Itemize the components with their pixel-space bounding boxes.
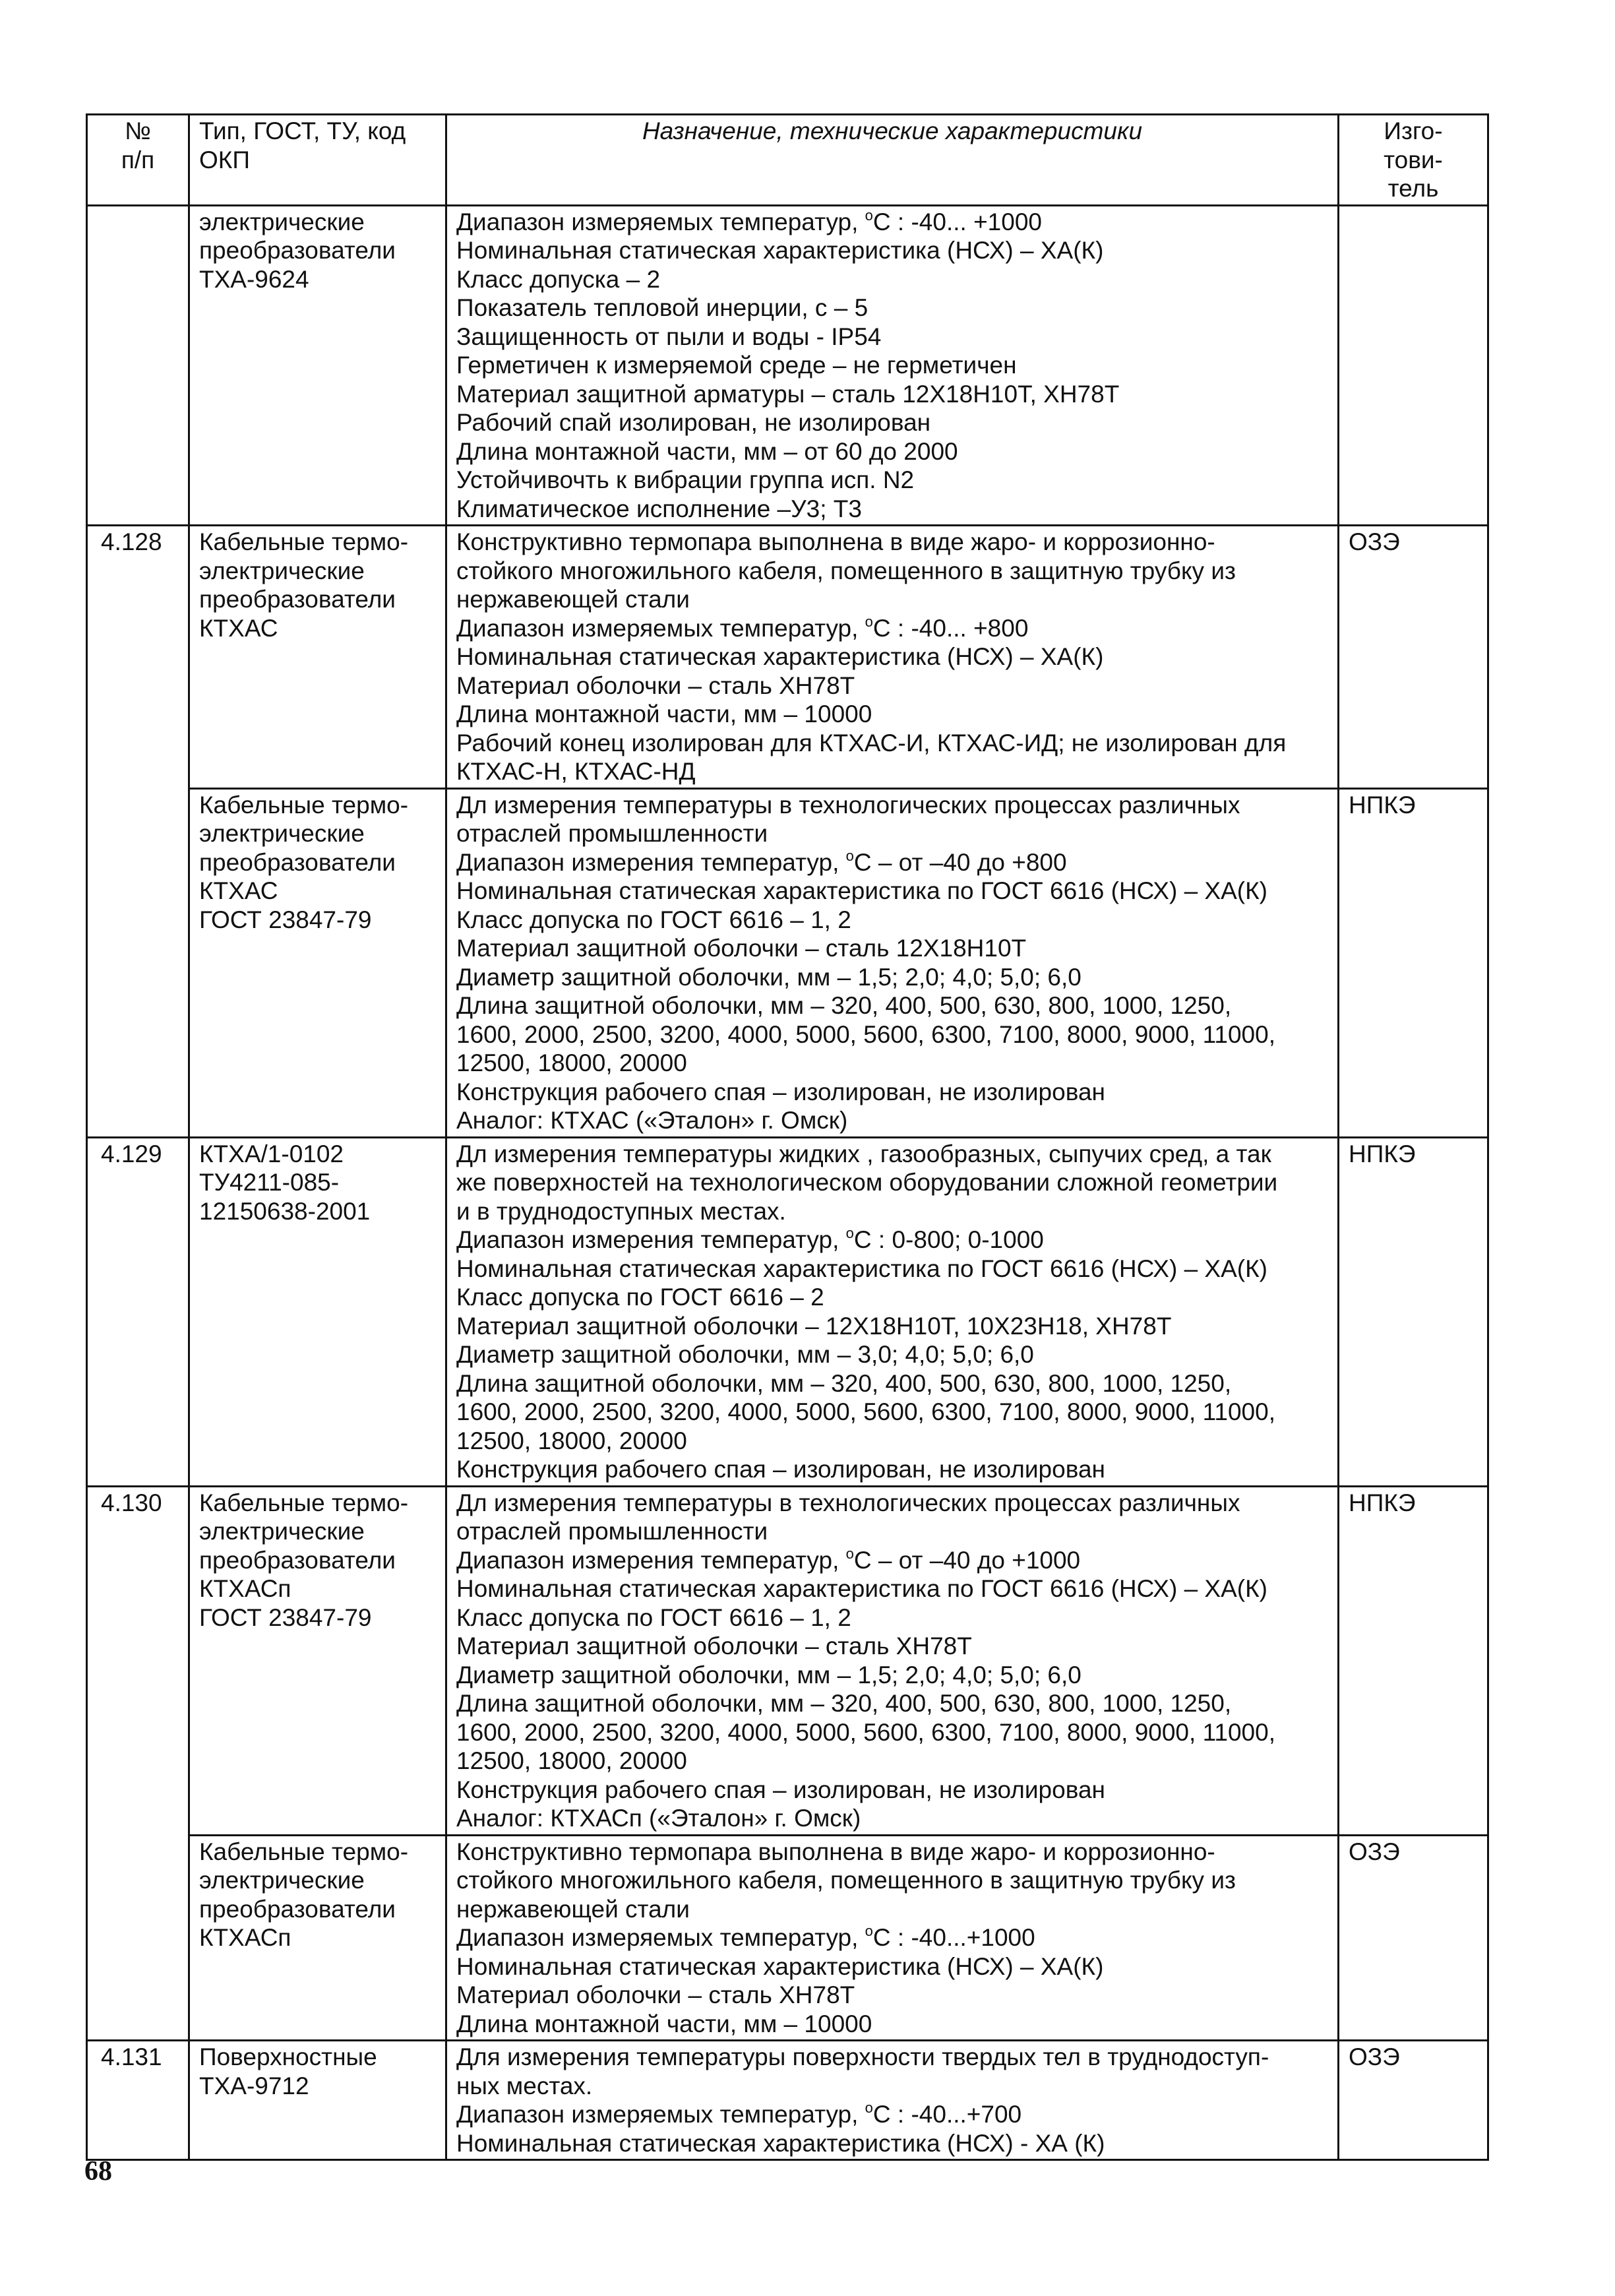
description-line: же поверхностей на технологическом оборудовании сложной геометрии xyxy=(456,1169,1278,1196)
header-manufacturer: Изго- тови- тель xyxy=(1339,115,1488,206)
description-line: Конструкция рабочего спая – изолирован, не изолирован xyxy=(456,1776,1105,1803)
type-line: КТХАСп xyxy=(199,1924,291,1951)
row-type xyxy=(189,1835,446,2041)
type-line: ТУ4211-085- xyxy=(199,1169,340,1196)
row-description xyxy=(446,2041,1339,2160)
description-line: 12500, 18000, 20000 xyxy=(456,1049,687,1076)
table-row xyxy=(87,2041,1488,2160)
description-line: Длина монтажной части, мм – 10000 xyxy=(456,700,872,728)
description-line: Диаметр защитной оболочки, мм – 3,0; 4,0; 5,0; 6,0 xyxy=(456,1341,1034,1368)
description-line: Длина защитной оболочки, мм – 320, 400, 500, 630, 800, 1000, 1250, xyxy=(456,1690,1232,1717)
description-line: отраслей промышленности xyxy=(456,1518,768,1545)
table-header-row xyxy=(87,115,1488,206)
description-line: Диапазон измерения температур, $^o$С : 0-800; 0-1000 xyxy=(456,1225,1044,1253)
description-line: нержавеющей стали xyxy=(456,1895,690,1923)
description-line: Диапазон измерения температур, $^o$С – от –40 до +800 xyxy=(456,847,1067,876)
type-line: электрические xyxy=(199,820,365,847)
row-type xyxy=(189,526,446,789)
table-row xyxy=(87,1137,1488,1486)
table-row xyxy=(87,205,1488,526)
row-description xyxy=(446,526,1339,789)
row-number: 4.129 xyxy=(87,1137,189,1486)
row-description xyxy=(446,788,1339,1137)
row-manufacturer: ОЗЭ xyxy=(1339,1835,1488,2041)
description-line: Номинальная статическая характеристика (НСХ) - ХА (К) xyxy=(456,2129,1105,2157)
row-type xyxy=(189,1137,446,1486)
description-line: Защищенность от пыли и воды - IP54 xyxy=(456,323,882,350)
type-line: ГОСТ 23847-79 xyxy=(199,1603,372,1631)
type-line: преобразователи xyxy=(199,586,396,613)
description-line: КТХАС-Н, КТХАС-НД xyxy=(456,758,696,785)
description-line: Класс допуска по ГОСТ 6616 – 1, 2 xyxy=(456,1603,851,1631)
degree-sign: o xyxy=(865,613,873,630)
type-line: КТХАС xyxy=(199,877,278,904)
row-manufacturer: ОЗЭ xyxy=(1339,2041,1488,2160)
description-line: Материал защитной оболочки – сталь ХН78Т xyxy=(456,1632,972,1660)
description-line: Рабочий конец изолирован для КТХАС-И, КТХАС-ИД; не изолирован для xyxy=(456,729,1287,757)
description-line: ных местах. xyxy=(456,2072,593,2099)
header-number: № п/п xyxy=(87,115,189,206)
characteristics-table xyxy=(86,113,1489,2161)
type-line: 12150638-2001 xyxy=(199,1197,371,1225)
description-line: и в труднодоступных местах. xyxy=(456,1197,786,1225)
description-line: Номинальная статическая характеристика по ГОСТ 6616 (НСХ) – ХА(К) xyxy=(456,877,1267,904)
type-line: ГОСТ 23847-79 xyxy=(199,906,372,933)
description-line: Материал защитной оболочки – сталь 12Х18Н10Т xyxy=(456,935,1027,962)
description-line: 1600, 2000, 2500, 3200, 4000, 5000, 5600, 6300, 7100, 8000, 9000, 11000, xyxy=(456,1398,1275,1425)
description-line: Конструктивно термопара выполнена в виде жаро- и коррозионно- xyxy=(456,1838,1215,1865)
degree-sign: o xyxy=(845,847,854,864)
description-line: стойкого многожильного кабеля, помещенного в защитную трубку из xyxy=(456,557,1236,584)
description-line: Материал оболочки – сталь ХН78Т xyxy=(456,671,855,699)
degree-sign: o xyxy=(845,1225,854,1241)
type-line: КТХА/1-0102 xyxy=(199,1140,344,1167)
description-line: Длина монтажной части, мм – 10000 xyxy=(456,2010,872,2037)
page-number: 68 xyxy=(84,2156,112,2187)
type-line: Кабельные термо- xyxy=(199,791,409,819)
description-line: Герметичен к измеряемой среде – не герметичен xyxy=(456,352,1017,379)
type-line: преобразователи xyxy=(199,237,396,264)
description-line: Рабочий спай изолирован, не изолирован xyxy=(456,409,931,436)
type-line: КТХАСп xyxy=(199,1575,291,1602)
type-line: электрические xyxy=(199,1518,365,1545)
description-line: 12500, 18000, 20000 xyxy=(456,1747,687,1774)
description-line: Класс допуска по ГОСТ 6616 – 1, 2 xyxy=(456,906,851,933)
description-line: Диапазон измеряемых температур, $^o$С : -40...+1000 xyxy=(456,1923,1035,1951)
table-row xyxy=(87,788,1488,1137)
table-body xyxy=(87,205,1488,2160)
type-line: Кабельные термо- xyxy=(199,1489,409,1516)
type-line: преобразователи xyxy=(199,1546,396,1574)
description-line: Номинальная статическая характеристика (НСХ) – ХА(К) xyxy=(456,1952,1104,1980)
header-description: Назначение, технические характеристики xyxy=(446,115,1339,206)
description-line: Дл измерения температуры в технологических процессах различных xyxy=(456,1489,1240,1516)
header-type: Тип, ГОСТ, ТУ, код ОКП xyxy=(189,115,446,206)
row-number: 4.130 xyxy=(87,1486,189,1835)
description-line: Дл измерения температуры жидких , газообразных, сыпучих сред, а так xyxy=(456,1140,1271,1167)
row-number xyxy=(87,205,189,526)
degree-sign: o xyxy=(845,1545,854,1562)
degree-sign: o xyxy=(865,206,873,224)
row-type xyxy=(189,205,446,526)
description-line: Материал оболочки – сталь ХН78Т xyxy=(456,1981,855,2008)
row-number xyxy=(87,1835,189,2041)
row-manufacturer: НПКЭ xyxy=(1339,1137,1488,1486)
type-line: преобразователи xyxy=(199,848,396,876)
description-line: Устойчивочть к вибрации группа исп. N2 xyxy=(456,466,915,493)
row-manufacturer: НПКЭ xyxy=(1339,1486,1488,1835)
description-line: Класс допуска – 2 xyxy=(456,265,661,293)
description-line: Климатическое исполнение –У3; Т3 xyxy=(456,495,862,522)
description-line: Диапазон измеряемых температур, $^o$С : -40... +1000 xyxy=(456,206,1042,235)
description-line: Дл измерения температуры в технологических процессах различных xyxy=(456,791,1240,819)
row-type xyxy=(189,788,446,1137)
description-line: Конструктивно термопара выполнена в виде жаро- и коррозионно- xyxy=(456,528,1215,555)
degree-sign: o xyxy=(865,2099,873,2116)
row-type xyxy=(189,1486,446,1835)
description-line: Номинальная статическая характеристика по ГОСТ 6616 (НСХ) – ХА(К) xyxy=(456,1575,1267,1602)
type-line: КТХАС xyxy=(199,614,278,642)
row-description xyxy=(446,1137,1339,1486)
type-line: ТХА-9624 xyxy=(199,265,309,293)
description-line: Длина защитной оболочки, мм – 320, 400, 500, 630, 800, 1000, 1250, xyxy=(456,992,1232,1019)
description-line: Диаметр защитной оболочки, мм – 1,5; 2,0; 4,0; 5,0; 6,0 xyxy=(456,963,1082,991)
description-line: Аналог: КТХАС («Эталон» г. Омск) xyxy=(456,1107,848,1134)
row-manufacturer: ОЗЭ xyxy=(1339,526,1488,789)
description-line: Длина монтажной части, мм – от 60 до 2000 xyxy=(456,437,958,465)
description-line: Диаметр защитной оболочки, мм – 1,5; 2,0; 4,0; 5,0; 6,0 xyxy=(456,1661,1082,1689)
description-line: Диапазон измеряемых температур, $^o$С : -40...+700 xyxy=(456,2099,1022,2128)
row-description xyxy=(446,1835,1339,2041)
description-line: 12500, 18000, 20000 xyxy=(456,1427,687,1454)
description-line: Диапазон измерения температур, $^o$С – от –40 до +1000 xyxy=(456,1545,1081,1574)
row-manufacturer xyxy=(1339,205,1488,526)
table-row xyxy=(87,1835,1488,2041)
type-line: Кабельные термо- xyxy=(199,528,409,555)
degree-sign: o xyxy=(865,1923,873,1939)
description-line: отраслей промышленности xyxy=(456,820,768,847)
type-line: электрические xyxy=(199,557,365,584)
row-description xyxy=(446,205,1339,526)
description-line: Номинальная статическая характеристика (НСХ) – ХА(К) xyxy=(456,237,1104,264)
row-type xyxy=(189,2041,446,2160)
type-line: электрические xyxy=(199,1867,365,1894)
type-line: ТХА-9712 xyxy=(199,2072,309,2099)
description-line: 1600, 2000, 2500, 3200, 4000, 5000, 5600, 6300, 7100, 8000, 9000, 11000, xyxy=(456,1718,1275,1746)
row-description xyxy=(446,1486,1339,1835)
description-line: Конструкция рабочего спая – изолирован, не изолирован xyxy=(456,1456,1105,1483)
description-line: Номинальная статическая характеристика по ГОСТ 6616 (НСХ) – ХА(К) xyxy=(456,1255,1267,1282)
description-line: Длина защитной оболочки, мм – 320, 400, 500, 630, 800, 1000, 1250, xyxy=(456,1369,1232,1397)
description-line: Диапазон измеряемых температур, $^o$С : -40... +800 xyxy=(456,613,1029,642)
type-line: Кабельные термо- xyxy=(199,1838,409,1865)
type-line: Поверхностные xyxy=(199,2043,377,2070)
description-line: Класс допуска по ГОСТ 6616 – 2 xyxy=(456,1284,824,1311)
type-line: электрические xyxy=(199,208,365,235)
description-line: Материал защитной оболочки – 12Х18Н10Т, 10Х23Н18, ХН78Т xyxy=(456,1312,1172,1340)
table-row xyxy=(87,1486,1488,1835)
description-line: Номинальная статическая характеристика (НСХ) – ХА(К) xyxy=(456,643,1104,670)
row-number xyxy=(87,788,189,1137)
description-line: нержавеющей стали xyxy=(456,586,690,613)
description-line: 1600, 2000, 2500, 3200, 4000, 5000, 5600, 6300, 7100, 8000, 9000, 11000, xyxy=(456,1020,1275,1048)
description-line: Показатель тепловой инерции, с – 5 xyxy=(456,294,868,321)
description-line: Для измерения температуры поверхности твердых тел в труднодоступ- xyxy=(456,2043,1269,2070)
type-line: преобразователи xyxy=(199,1895,396,1923)
description-line: Конструкция рабочего спая – изолирован, не изолирован xyxy=(456,1078,1105,1105)
row-number: 4.131 xyxy=(87,2041,189,2160)
row-number: 4.128 xyxy=(87,526,189,789)
description-line: Материал защитной арматуры – сталь 12Х18Н10Т, ХН78Т xyxy=(456,380,1120,408)
description-line: Аналог: КТХАСп («Эталон» г. Омск) xyxy=(456,1805,861,1832)
row-manufacturer: НПКЭ xyxy=(1339,788,1488,1137)
description-line: стойкого многожильного кабеля, помещенного в защитную трубку из xyxy=(456,1867,1236,1894)
table-row xyxy=(87,526,1488,789)
